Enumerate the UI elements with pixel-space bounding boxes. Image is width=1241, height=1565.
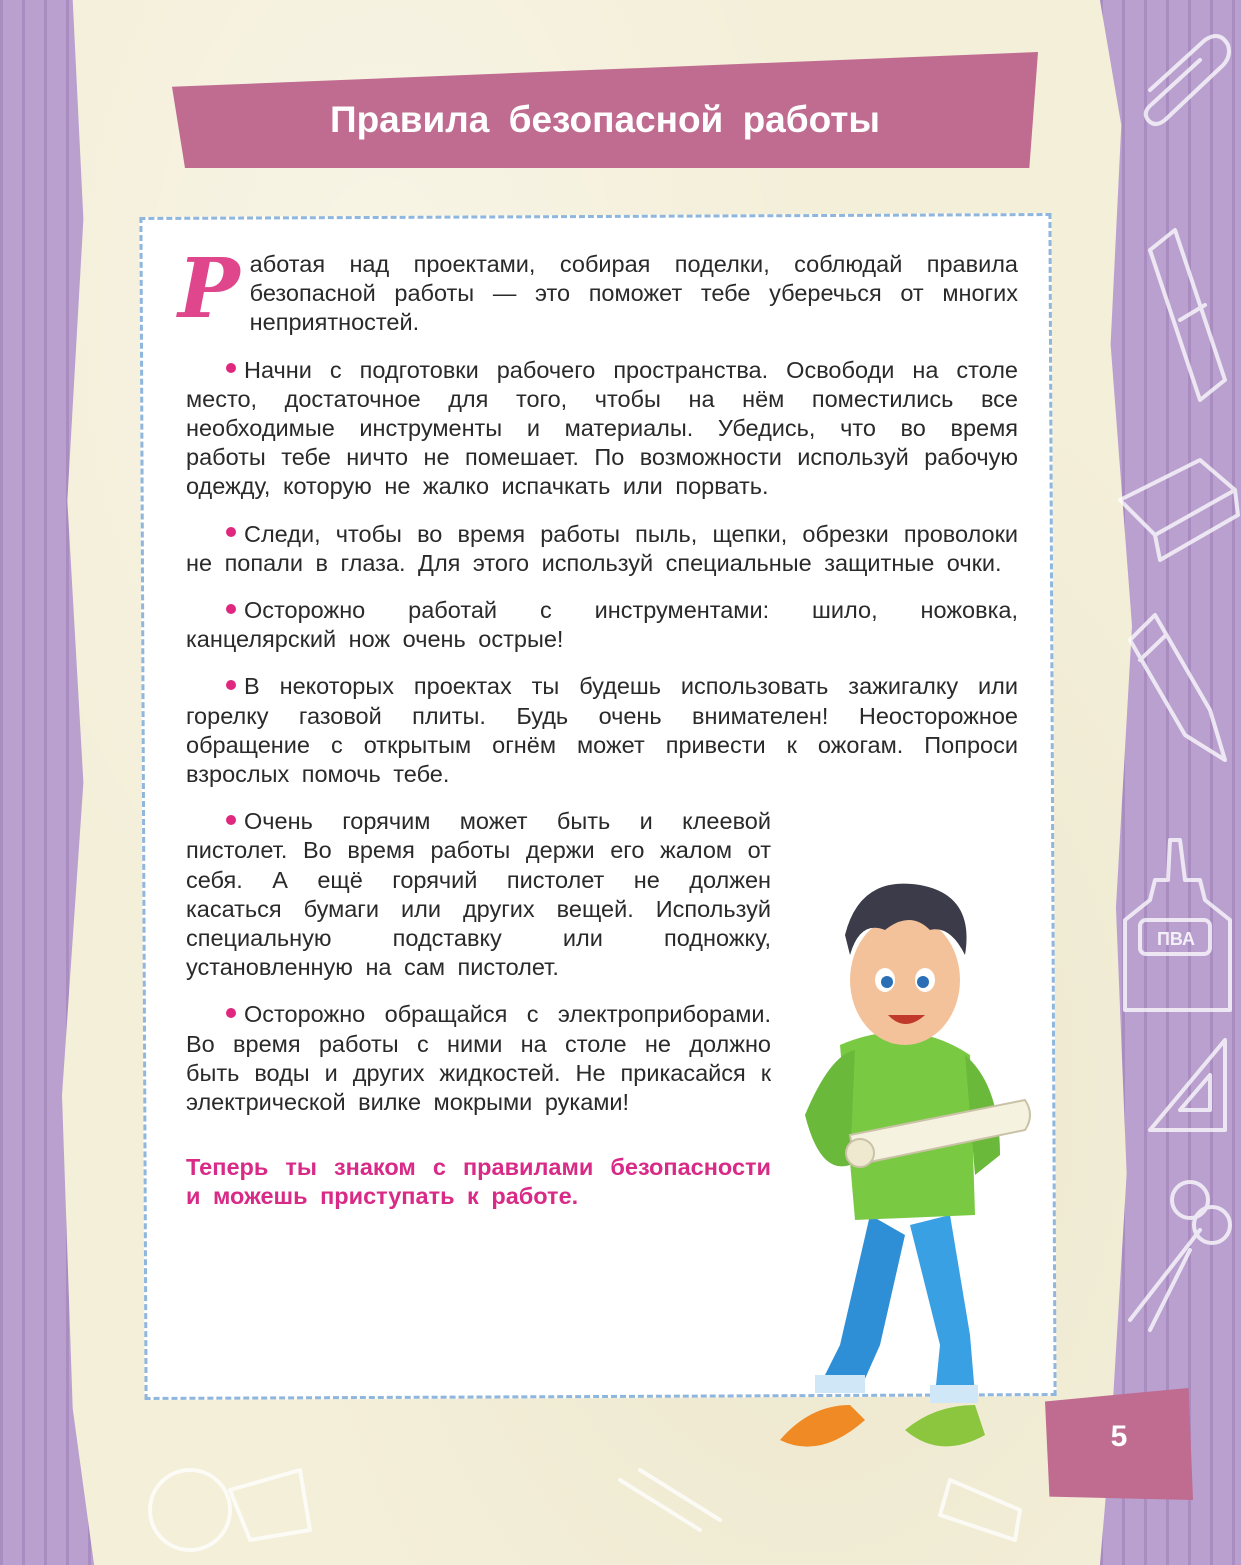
rule-item xyxy=(186,596,1018,654)
bullet-icon xyxy=(226,815,236,825)
rule-item xyxy=(186,1000,771,1117)
outro-text: Теперь ты знаком с правилами безопасности и можешь приступать к работе. xyxy=(186,1154,771,1210)
intro-text: аботая над проектами, собирая поделки, соблюдай правила безопасной работы — это поможет тебе уберечься от многих неприятностей. xyxy=(249,251,1018,336)
eraser-icon xyxy=(1120,460,1238,560)
drop-cap: Р xyxy=(178,241,240,337)
paperclip-icon xyxy=(1146,36,1229,124)
rule-text: Осторожно работай с инструментами: шило, ножовка, канцелярский нож очень острые! xyxy=(186,597,1018,653)
intro-paragraph xyxy=(178,241,1018,338)
bullet-icon xyxy=(226,680,236,690)
bullet-icon xyxy=(226,527,236,537)
rule-text: Начни с подготовки рабочего пространства. Освободи на столе место, достаточное для того, чтобы на нём поместились все необходимые инструменты и материалы. Убедись, что во время работы тебе ничто не помешает. По возможности используй рабочую одежду, которую не жалко испачкать или порвать. xyxy=(186,356,1018,500)
scissors-icon xyxy=(1130,1230,1200,1330)
rule-text: В некоторых проектах ты будешь использовать зажигалку или горелку газовой плиты. Будь очень внимателен! Неосторожное обращение с открытым огнём может привести к ожогам. Попроси взрослых помочь тебе. xyxy=(186,673,1018,788)
page-title: Правила безопасной работы xyxy=(329,99,881,140)
utility-knife-icon xyxy=(1150,230,1225,400)
boy-illustration xyxy=(760,875,1060,1465)
rule-item xyxy=(186,520,1018,578)
rule-item xyxy=(186,356,1018,502)
rule-text: Следи, чтобы во время работы пыль, щепки, обрезки проволоки не попали в глаза. Для этого используй специальные защитные очки. xyxy=(186,520,1018,576)
glue-label: ПВА xyxy=(1156,929,1196,949)
bullet-icon xyxy=(226,363,236,373)
yarn-ball-icon xyxy=(150,1470,230,1550)
pencil-icon xyxy=(1130,615,1225,760)
pliers-icon xyxy=(620,1470,720,1530)
rule-item xyxy=(186,807,771,982)
rule-text: Очень горячим может быть и клеевой пистолет. Во время работы держи его жалом от себя. А ещё горячий пистолет не должен касаться бумаги или других вещей. Используй специальную подставку или подножку, установленную на сам пистолет. xyxy=(186,808,771,981)
page-number: 5 xyxy=(1110,1420,1128,1453)
drill-icon xyxy=(230,1470,310,1540)
saw-icon xyxy=(940,1480,1020,1540)
rule-item xyxy=(186,672,1018,789)
bullet-icon xyxy=(226,1008,236,1018)
rule-text: Осторожно обращайся с электроприборами. Во время работы с ними на столе не должно быть воды и других жидкостей. Не прикасайся к электрической вилке мокрыми руками! xyxy=(186,1001,771,1116)
bullet-icon xyxy=(226,604,236,614)
ruler-triangle-icon xyxy=(1150,1040,1225,1130)
